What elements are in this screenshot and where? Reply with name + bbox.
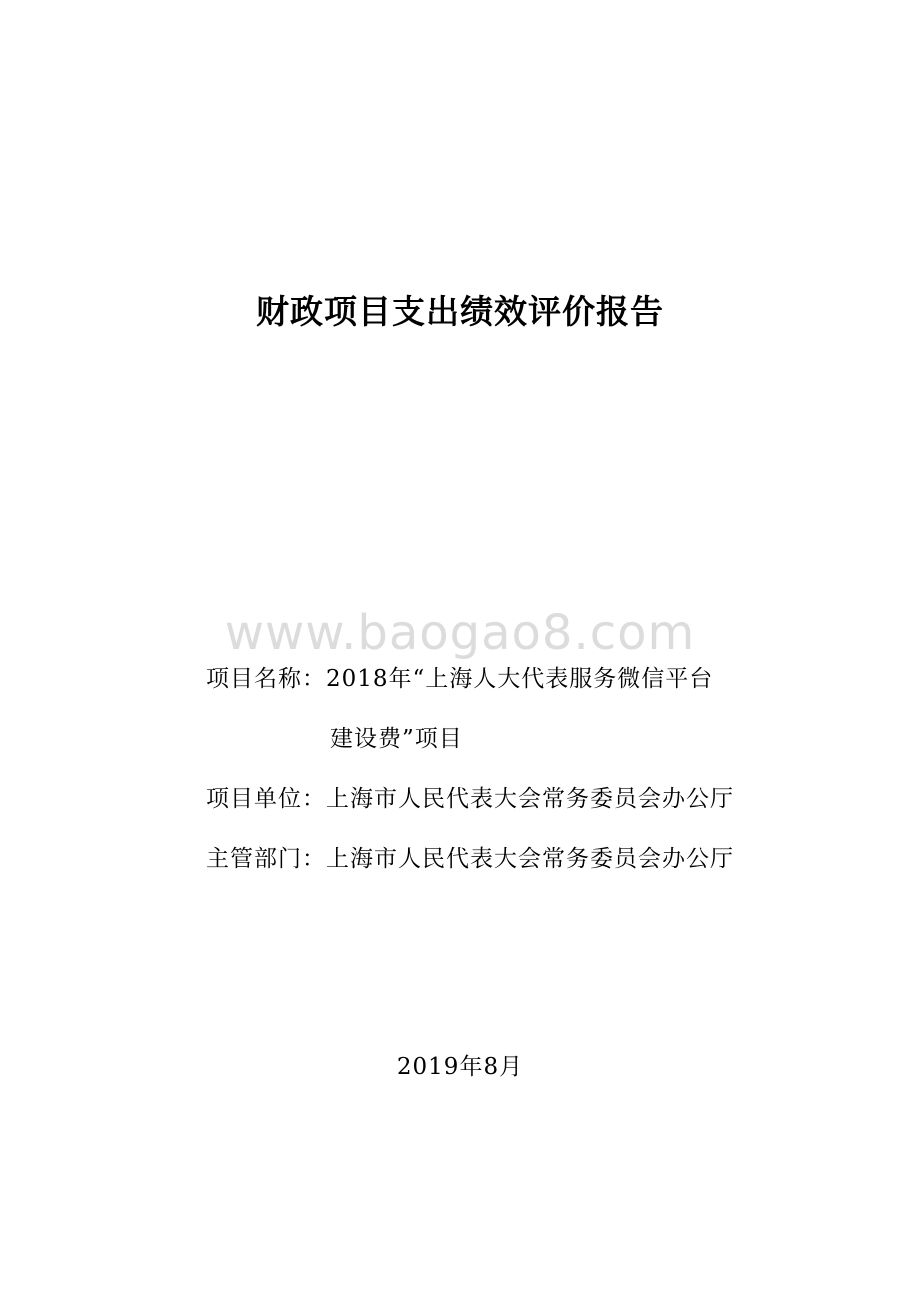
supervising-department-value: 上海市人民代表大会常务委员会办公厅 (326, 846, 734, 872)
project-name-label: 项目名称： (206, 666, 326, 692)
supervising-department-row (206, 842, 734, 876)
project-name-value-line1: 2018年“上海人大代表服务微信平台 (326, 666, 714, 692)
report-date: 2019年8月 (396, 1054, 524, 1080)
watermark: www.baogao8.com (224, 605, 696, 661)
document-title: 财政项目支出绩效评价报告 (256, 292, 664, 331)
project-unit-value: 上海市人民代表大会常务委员会办公厅 (326, 786, 734, 812)
supervising-department-label: 主管部门： (206, 846, 326, 872)
project-unit-label: 项目单位： (206, 786, 326, 812)
project-name-row (206, 662, 713, 696)
project-name-value-line2: 建设费”项目 (330, 726, 463, 752)
project-unit-row (206, 782, 734, 816)
project-name-continuation-row (330, 722, 463, 756)
